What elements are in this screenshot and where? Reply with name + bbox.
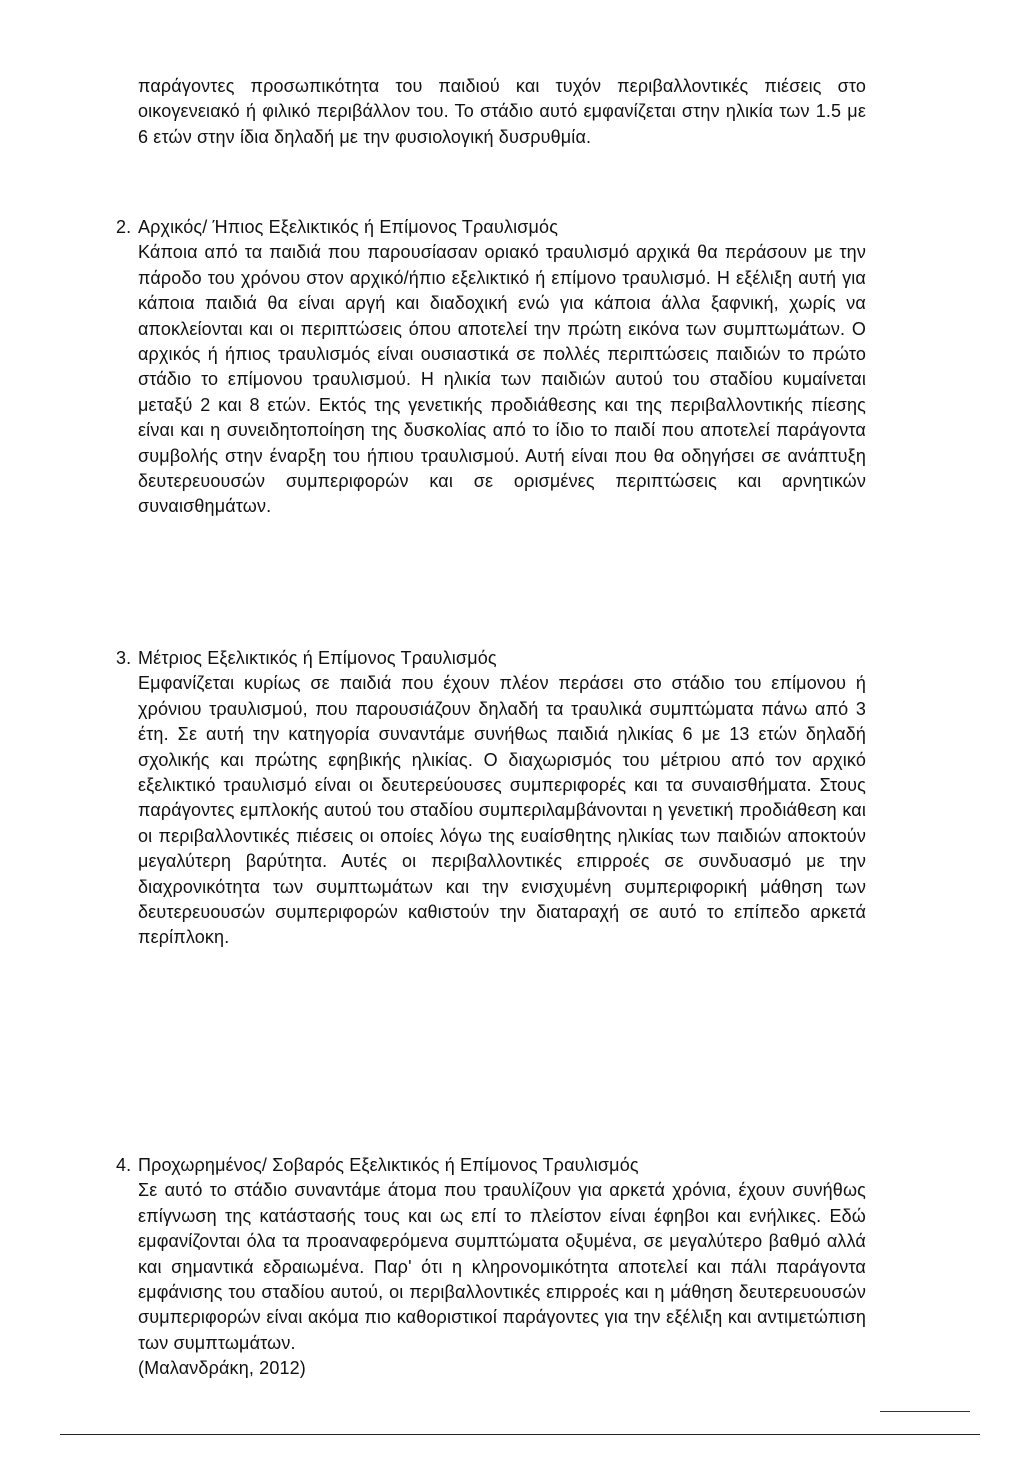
section-body: Εμφανίζεται κυρίως σε παιδιά που έχουν πλέον περάσει στο στάδιο του επίμονου ή χρόνιου τραυλισμού, που παρουσιάζουν δηλαδή τα τραυλικά συμπτώματα πάνω από 3 έτη. Σε αυτή την κατηγορία συναντάμε συνήθως παιδιά ηλικίας 6 με 13 ετών δηλαδή σχολικής και πρώτης εφηβικής ηλικίας. Ο διαχωρισμός του μέτριου από τον αρχικό εξελικτικό τραυλισμό είναι οι δευτερεύουσες συμπεριφορές και τα συναισθήματα. Στους παράγοντες εμπλοκής αυτού του σταδίου συμπεριλαμβάνονται η γενετική προδιάθεση και οι περιβαλλοντικές πιέσεις οι οποίες λόγω της ευαίσθητης ηλικίας των παιδιών αποκτούν μεγαλύτερη βαρύτητα. Αυτές οι περιβαλλοντικές επιρροές σε συνδυασμό με την διαχρονικότητα των συμπτωμάτων και την ενισχυμένη συμπεριφορική μάθηση των δευτερευουσών συμπεριφορών καθιστούν την διαταραχή σε αυτό το επίπεδο αρκετά περίπλοκη. — [138, 673, 866, 948]
section-number: 4. — [116, 1155, 132, 1175]
section-heading — [116, 1153, 866, 1178]
section-body: Σε αυτό το στάδιο συναντάμε άτομα που τραυλίζουν για αρκετά χρόνια, έχουν συνήθως επίγνωση της κατάστασής τους και ως επί το πλείστον είναι έφηβοι και ενήλικες. Εδώ εμφανίζονται όλα τα προαναφερόμενα συμπτώματα οξυμένα, σε μεγαλύτερο βαθμό αλλά και σημαντικά εδραιωμένα. Παρ' ότι η κληρονομικότητα αποτελεί και πάλι παράγοντα εμφάνισης του σταδίου αυτού, οι περιβαλλοντικές επιρροές και η μάθηση δευτερευουσών συμπεριφορών είναι ακόμα πιο καθοριστικοί παράγοντες για την εξέλιξη και αντιμετώπιση των συμπτωμάτων. — [138, 1180, 866, 1353]
section-4 — [116, 1153, 866, 1382]
footer-rule-short — [880, 1411, 970, 1412]
section-3 — [116, 646, 866, 951]
section-title: Αρχικός/ Ήπιος Εξελικτικός ή Επίμονος Τραυλισμός — [138, 217, 559, 237]
footer-rule — [60, 1434, 980, 1435]
intro-text: παράγοντες προσωπικότητα του παιδιού και τυχόν περιβαλλοντικές πιέσεις στο οικογενειακό ή φιλικό περιβάλλον του. Το στάδιο αυτό εμφανίζεται στην ηλικία των 1.5 με 6 ετών στην ίδια δηλαδή με την φυσιολογική δυσρυθμία. — [138, 76, 866, 147]
section-body: Κάποια από τα παιδιά που παρουσίασαν οριακό τραυλισμό αρχικά θα περάσουν με την πάροδο του χρόνου στον αρχικό/ήπιο εξελικτικό ή επίμονο τραυλισμό. Η εξέλιξη αυτή για κάποια παιδιά θα είναι αργή και διαδοχική ενώ για κάποια άλλα ξαφνική, χωρίς να αποκλείονται και οι περιπτώσεις όπου αποτελεί την πρώτη εικόνα των συμπτωμάτων. Ο αρχικός ή ήπιος τραυλισμός είναι ουσιαστικά σε πολλές περιπτώσεις παιδιών το πρώτο στάδιο το επίμονου τραυλισμού. Η ηλικία των παιδιών αυτού του σταδίου κυμαίνεται μεταξύ 2 και 8 ετών. Εκτός της γενετικής προδιάθεσης και της περιβαλλοντικής πίεσης είναι και η συνειδητοποίηση της δυσκολίας από το ίδιο το παιδί που αποτελεί παράγοντα συμβολής στην έναρξη του ήπιου τραυλισμού. Αυτή είναι που θα οδηγήσει σε ανάπτυξη δευτερευουσών συμπεριφορών και σε ορισμένες περιπτώσεις και αρνητικών συναισθημάτων. — [138, 242, 866, 517]
section-heading — [116, 646, 866, 671]
citation: (Μαλανδράκη, 2012) — [138, 1358, 306, 1379]
section-2 — [116, 215, 866, 520]
section-number: 3. — [116, 648, 132, 668]
section-number: 2. — [116, 217, 132, 237]
section-title: Προχωρημένος/ Σοβαρός Εξελικτικός ή Επίμονος Τραυλισμός — [138, 1155, 639, 1175]
section-heading — [116, 215, 866, 240]
intro-paragraph — [138, 74, 866, 150]
section-title: Μέτριος Εξελικτικός ή Επίμονος Τραυλισμός — [138, 648, 497, 668]
